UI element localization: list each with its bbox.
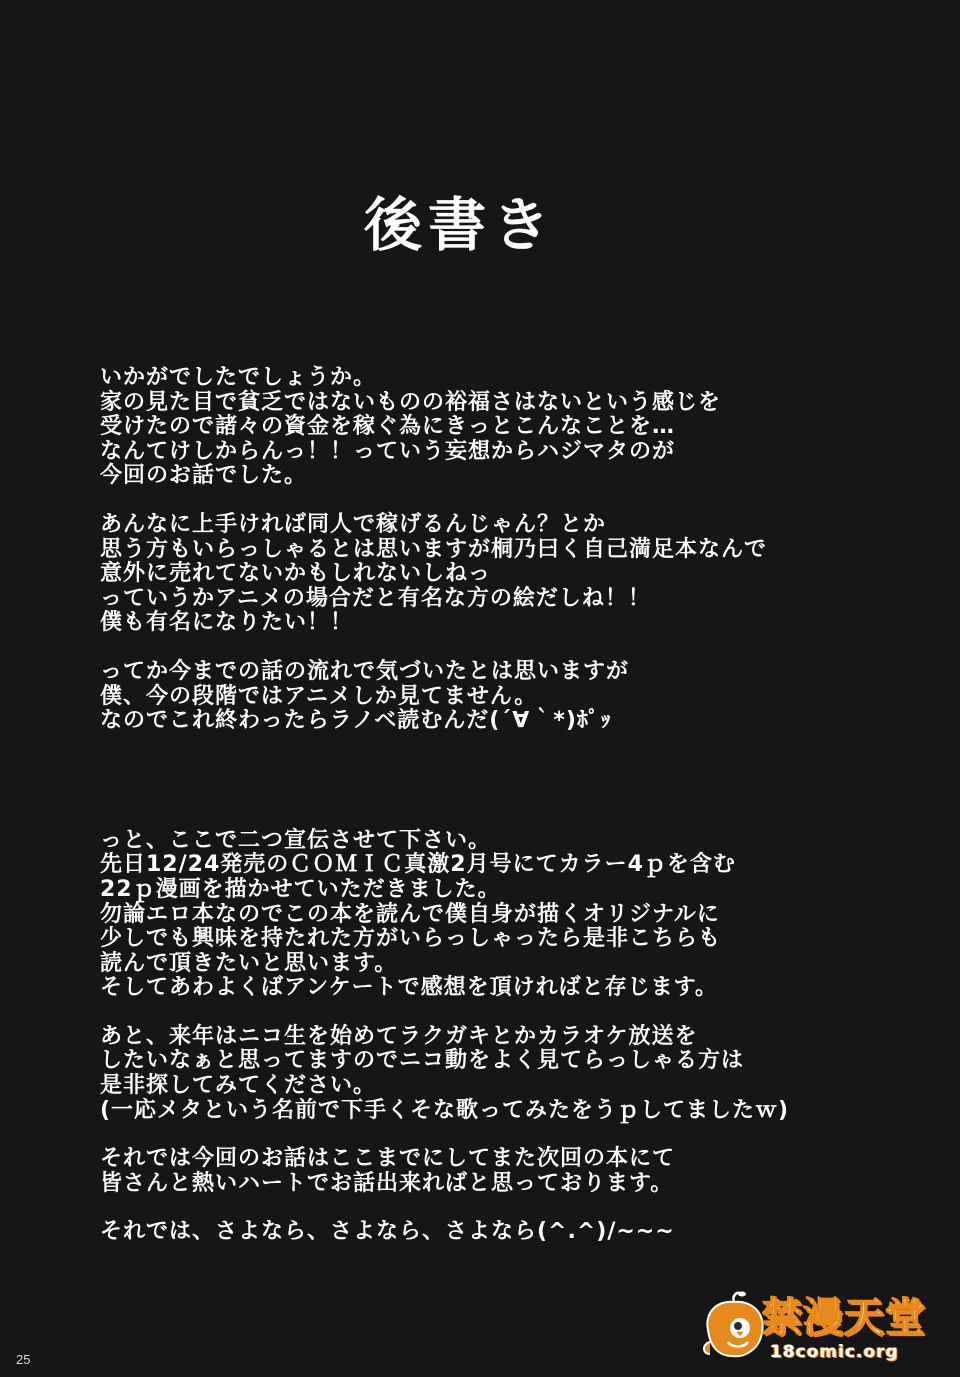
- text-line: 僕も有名になりたい！！: [100, 610, 354, 636]
- paragraph-1: [100, 366, 920, 489]
- text-line: 受けたので諸々の資金を稼ぐ為にきっとこんなことを…: [100, 414, 676, 440]
- afterword-body: [100, 366, 920, 1245]
- paragraph-spacer: [100, 489, 920, 513]
- text-line: したいなぁと思ってますのでニコ動をよく見てらっしゃる方は: [100, 1048, 745, 1074]
- text-line: なのでこれ終わったらラノベ読むんだ(´∀｀*)ﾎﾟｯ: [100, 708, 612, 734]
- text-line: それでは、さよなら、さよなら、さよなら(^.^)/~~~: [100, 1219, 675, 1245]
- text-line: っていうかアニメの場合だと有名な方の絵だしね！！: [100, 585, 651, 611]
- site-watermark: [700, 1284, 940, 1370]
- text-line: それでは今回のお話はここまでにしてまた次回の本にて: [100, 1146, 676, 1172]
- paragraph-spacer: [100, 1123, 920, 1147]
- text-line: いかがでしたでしょうか。: [100, 365, 377, 390]
- section-spacer: [100, 734, 920, 829]
- paragraph-6: [100, 1147, 920, 1196]
- watermark-title: 禁漫天堂: [762, 1295, 926, 1341]
- text-line: あんなに上手ければ同人で稼げるんじゃん？とか: [100, 511, 607, 537]
- paragraph-5: [100, 1025, 920, 1123]
- paragraph-2: [100, 513, 920, 636]
- text-line: そしてあわよくばアンケートで感想を頂ければと存じます。: [100, 975, 718, 1001]
- text-line: 先日12/24発売のＣＯＭＩＣ真激2月号にてカラー4ｐを含む: [100, 852, 736, 878]
- paragraph-3: [100, 660, 920, 734]
- text-line: っと、ここで二つ宣伝させて下さい。: [100, 827, 492, 853]
- page-title: 後書き: [363, 191, 556, 259]
- text-line: 家の見た目で貧乏ではないものの裕福さはないという感じを: [100, 389, 722, 415]
- text-line: 是非探してみてください。: [100, 1073, 377, 1099]
- mascot-logo-icon: [700, 1290, 770, 1364]
- text-line: 皆さんと熱いハートでお話出来ればと思っております。: [100, 1170, 674, 1196]
- text-line: 22ｐ漫画を描かせていただきました。: [100, 876, 501, 902]
- text-line: ってか今までの話の流れで気づいたとは思いますが: [100, 658, 630, 684]
- paragraph-4: [100, 829, 920, 1001]
- text-line: 読んで頂きたいと思います。: [100, 950, 398, 976]
- text-line: 今回のお話でした。: [100, 463, 308, 489]
- paragraph-spacer: [100, 1196, 920, 1220]
- text-line: なんてけしからんっ！！っていう妄想からハジマタのが: [100, 438, 676, 464]
- watermark-url: 18comic.org: [770, 1342, 899, 1362]
- paragraph-spacer: [100, 1001, 920, 1025]
- page-number: 25: [16, 1352, 31, 1367]
- paragraph-7: [100, 1220, 920, 1245]
- text-line: (一応メタという名前で下手くそな歌ってみたをうｐしてましたｗ): [100, 1097, 790, 1123]
- text-line: 少しでも興味を持たれた方がいらっしゃったら是非こちらも: [100, 926, 722, 952]
- text-line: あと、来年はニコ生を始めてラクガキとかカラオケ放送を: [100, 1023, 698, 1049]
- text-line: 思う方もいらっしゃるとは思いますが桐乃曰く自己満足本なんで: [100, 536, 768, 562]
- text-line: 勿論エロ本なのでこの本を読んで僕自身が描くオリジナルに: [100, 901, 720, 927]
- text-line: 僕、今の段階ではアニメしか見てません。: [100, 683, 538, 709]
- text-line: 意外に売れてないかもしれないしねっ: [100, 561, 492, 587]
- paragraph-spacer: [100, 636, 920, 660]
